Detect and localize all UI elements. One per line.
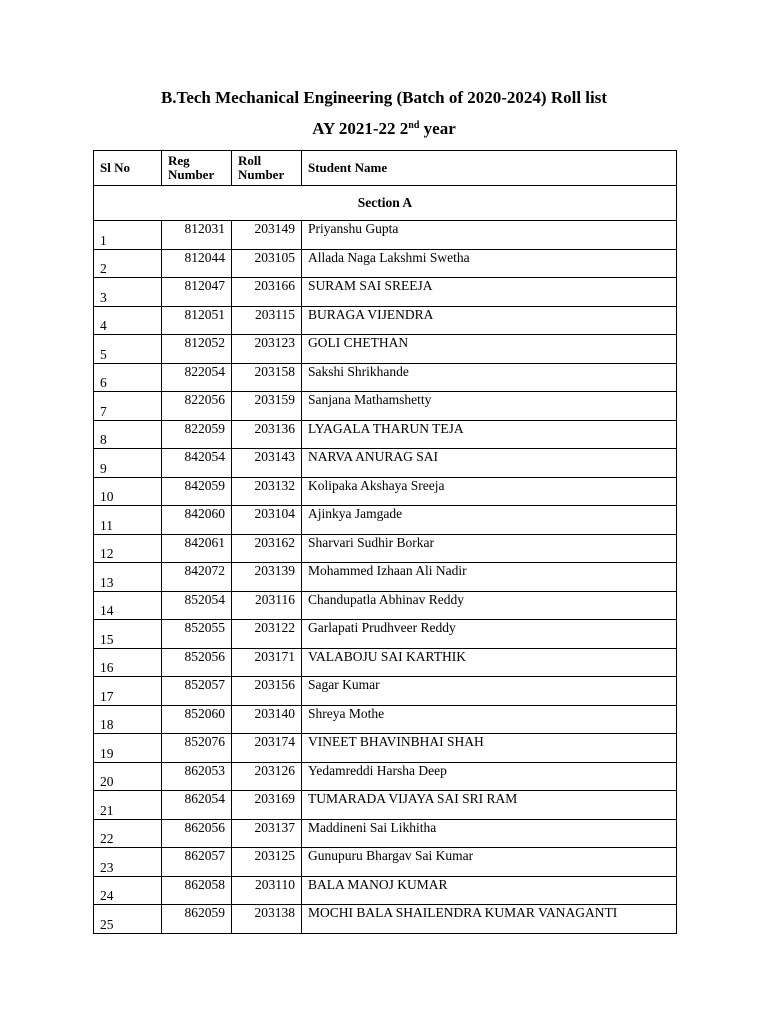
roll-number-cell: 203125 xyxy=(232,848,302,877)
table-row xyxy=(94,392,677,421)
header-student-name: Student Name xyxy=(302,151,677,186)
roll-number-cell: 203149 xyxy=(232,221,302,250)
sl-no-cell: 5 xyxy=(94,335,162,364)
table-row xyxy=(94,734,677,763)
table-row xyxy=(94,420,677,449)
sl-no-cell: 16 xyxy=(94,648,162,677)
table-row xyxy=(94,677,677,706)
sl-no-cell: 3 xyxy=(94,278,162,307)
roll-number-cell: 203122 xyxy=(232,620,302,649)
student-name-cell: Maddineni Sai Likhitha xyxy=(302,819,677,848)
reg-number-cell: 822054 xyxy=(162,363,232,392)
student-name-cell: MOCHI BALA SHAILENDRA KUMAR VANAGANTI xyxy=(302,905,677,934)
section-row xyxy=(94,186,677,221)
roll-number-cell: 203138 xyxy=(232,905,302,934)
table-row xyxy=(94,221,677,250)
student-name-cell: BURAGA VIJENDRA xyxy=(302,306,677,335)
table-row xyxy=(94,762,677,791)
header-reg-number: Reg Number xyxy=(162,151,232,186)
header-roll-number: Roll Number xyxy=(232,151,302,186)
table-row xyxy=(94,306,677,335)
student-name-cell: Chandupatla Abhinav Reddy xyxy=(302,591,677,620)
roll-number-cell: 203104 xyxy=(232,506,302,535)
sl-no-cell: 13 xyxy=(94,563,162,592)
student-name-cell: NARVA ANURAG SAI xyxy=(302,449,677,478)
roll-number-cell: 203166 xyxy=(232,278,302,307)
sl-no-cell: 8 xyxy=(94,420,162,449)
student-name-cell: Garlapati Prudhveer Reddy xyxy=(302,620,677,649)
roll-number-cell: 203143 xyxy=(232,449,302,478)
table-row xyxy=(94,477,677,506)
sl-no-cell: 17 xyxy=(94,677,162,706)
reg-number-cell: 842072 xyxy=(162,563,232,592)
sl-no-cell: 2 xyxy=(94,249,162,278)
sl-no-cell: 24 xyxy=(94,876,162,905)
roll-number-cell: 203156 xyxy=(232,677,302,706)
roll-number-cell: 203140 xyxy=(232,705,302,734)
student-name-cell: Sagar Kumar xyxy=(302,677,677,706)
student-name-cell: VINEET BHAVINBHAI SHAH xyxy=(302,734,677,763)
student-name-cell: VALABOJU SAI KARTHIK xyxy=(302,648,677,677)
roll-number-cell: 203159 xyxy=(232,392,302,421)
table-row xyxy=(94,534,677,563)
reg-number-cell: 842061 xyxy=(162,534,232,563)
sl-no-cell: 1 xyxy=(94,221,162,250)
sl-no-cell: 23 xyxy=(94,848,162,877)
header-sl-no: Sl No xyxy=(94,151,162,186)
reg-number-cell: 852076 xyxy=(162,734,232,763)
reg-number-cell: 862056 xyxy=(162,819,232,848)
table-row xyxy=(94,648,677,677)
student-name-cell: LYAGALA THARUN TEJA xyxy=(302,420,677,449)
sl-no-cell: 20 xyxy=(94,762,162,791)
table-header-row xyxy=(94,151,677,186)
student-name-cell: GOLI CHETHAN xyxy=(302,335,677,364)
reg-number-cell: 852054 xyxy=(162,591,232,620)
student-name-cell: BALA MANOJ KUMAR xyxy=(302,876,677,905)
student-name-cell: TUMARADA VIJAYA SAI SRI RAM xyxy=(302,791,677,820)
table-row xyxy=(94,791,677,820)
roll-list-table xyxy=(93,150,677,934)
roll-number-cell: 203169 xyxy=(232,791,302,820)
roll-number-cell: 203139 xyxy=(232,563,302,592)
table-row xyxy=(94,705,677,734)
table-row xyxy=(94,335,677,364)
student-name-cell: SURAM SAI SREEJA xyxy=(302,278,677,307)
sl-no-cell: 25 xyxy=(94,905,162,934)
reg-number-cell: 812052 xyxy=(162,335,232,364)
student-name-cell: Sanjana Mathamshetty xyxy=(302,392,677,421)
reg-number-cell: 842059 xyxy=(162,477,232,506)
student-name-cell: Sakshi Shrikhande xyxy=(302,363,677,392)
academic-year-line xyxy=(0,119,768,139)
document-title: B.Tech Mechanical Engineering (Batch of 2020-2024) Roll list xyxy=(160,88,608,107)
student-name-cell: Kolipaka Akshaya Sreeja xyxy=(302,477,677,506)
student-name-cell: Allada Naga Lakshmi Swetha xyxy=(302,249,677,278)
roll-number-cell: 203136 xyxy=(232,420,302,449)
table-row xyxy=(94,620,677,649)
sl-no-cell: 14 xyxy=(94,591,162,620)
ordinal-suffix: nd xyxy=(408,120,420,131)
sl-no-cell: 15 xyxy=(94,620,162,649)
reg-number-cell: 842054 xyxy=(162,449,232,478)
reg-number-cell: 862057 xyxy=(162,848,232,877)
roll-number-cell: 203123 xyxy=(232,335,302,364)
reg-number-cell: 812044 xyxy=(162,249,232,278)
roll-number-cell: 203174 xyxy=(232,734,302,763)
roll-number-cell: 203110 xyxy=(232,876,302,905)
sl-no-cell: 11 xyxy=(94,506,162,535)
sl-no-cell: 21 xyxy=(94,791,162,820)
year-word: year xyxy=(419,119,456,138)
reg-number-cell: 852057 xyxy=(162,677,232,706)
student-name-cell: Mohammed Izhaan Ali Nadir xyxy=(302,563,677,592)
table-row xyxy=(94,591,677,620)
reg-number-cell: 812031 xyxy=(162,221,232,250)
table-row xyxy=(94,563,677,592)
table-row xyxy=(94,848,677,877)
sl-no-cell: 6 xyxy=(94,363,162,392)
roll-number-cell: 203158 xyxy=(232,363,302,392)
reg-number-cell: 852055 xyxy=(162,620,232,649)
reg-number-cell: 862053 xyxy=(162,762,232,791)
table-row xyxy=(94,905,677,934)
student-name-cell: Gunupuru Bhargav Sai Kumar xyxy=(302,848,677,877)
reg-number-cell: 842060 xyxy=(162,506,232,535)
table-row xyxy=(94,876,677,905)
reg-number-cell: 862058 xyxy=(162,876,232,905)
sl-no-cell: 10 xyxy=(94,477,162,506)
roll-number-cell: 203105 xyxy=(232,249,302,278)
student-name-cell: Ajinkya Jamgade xyxy=(302,506,677,535)
table-row xyxy=(94,449,677,478)
roll-number-cell: 203126 xyxy=(232,762,302,791)
table-row xyxy=(94,363,677,392)
reg-number-cell: 852060 xyxy=(162,705,232,734)
sl-no-cell: 7 xyxy=(94,392,162,421)
roll-number-cell: 203171 xyxy=(232,648,302,677)
section-label: Section A xyxy=(94,186,677,221)
student-name-cell: Yedamreddi Harsha Deep xyxy=(302,762,677,791)
reg-number-cell: 852056 xyxy=(162,648,232,677)
reg-number-cell: 862054 xyxy=(162,791,232,820)
sl-no-cell: 19 xyxy=(94,734,162,763)
student-name-cell: Sharvari Sudhir Borkar xyxy=(302,534,677,563)
roll-number-cell: 203137 xyxy=(232,819,302,848)
sl-no-cell: 18 xyxy=(94,705,162,734)
roll-number-cell: 203115 xyxy=(232,306,302,335)
reg-number-cell: 862059 xyxy=(162,905,232,934)
roll-number-cell: 203162 xyxy=(232,534,302,563)
sl-no-cell: 12 xyxy=(94,534,162,563)
reg-number-cell: 812051 xyxy=(162,306,232,335)
reg-number-cell: 822059 xyxy=(162,420,232,449)
table-row xyxy=(94,506,677,535)
reg-number-cell: 812047 xyxy=(162,278,232,307)
student-name-cell: Priyanshu Gupta xyxy=(302,221,677,250)
roll-number-cell: 203132 xyxy=(232,477,302,506)
table-row xyxy=(94,249,677,278)
reg-number-cell: 822056 xyxy=(162,392,232,421)
sl-no-cell: 4 xyxy=(94,306,162,335)
table-row xyxy=(94,278,677,307)
sl-no-cell: 9 xyxy=(94,449,162,478)
roll-number-cell: 203116 xyxy=(232,591,302,620)
sl-no-cell: 22 xyxy=(94,819,162,848)
table-row xyxy=(94,819,677,848)
academic-year-text: AY 2021-22 2 xyxy=(312,119,409,138)
student-name-cell: Shreya Mothe xyxy=(302,705,677,734)
